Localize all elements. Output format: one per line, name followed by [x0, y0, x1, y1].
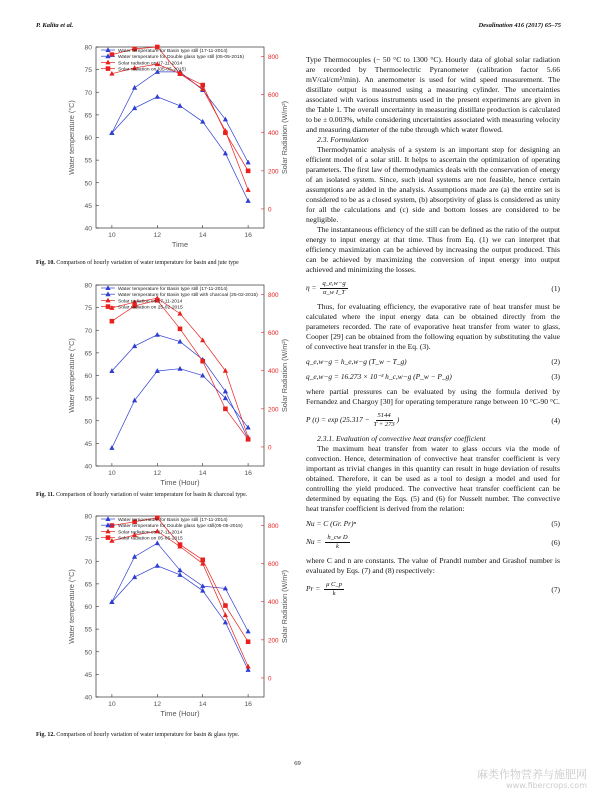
data-point — [246, 198, 251, 203]
x-tick-label: 10 — [108, 701, 116, 708]
data-point — [177, 311, 182, 316]
paragraph-efficiency: The instantaneous efficiency of the still can be defined as the ratio of the output energy to input energy at that time. Thus from Eq. (1) we can interpret that efficiency maximization can be achieved by increasing the output produced. This can be achieved by maximizing the conversion of input energy into output achieved and minimizing the losses. — [306, 225, 560, 274]
y-left-tick-label: 50 — [84, 180, 92, 188]
x-axis-label: Time (Hour) — [160, 478, 200, 487]
data-point — [132, 574, 137, 579]
legend-marker — [105, 285, 110, 290]
y-left-tick-label: 70 — [84, 558, 92, 566]
y-left-tick-label: 50 — [84, 649, 92, 657]
data-point — [246, 639, 251, 644]
eq1-number: (1) — [551, 283, 560, 293]
series-line — [112, 566, 248, 670]
y-right-tick-label: 0 — [268, 206, 272, 214]
paragraph-convective: The maximum heat transfer from water to glass occurs via the mode of convection. Hence, determination of convective heat transfer coefficient is very important as trivial changes in this quantity can result in huge deviation of results obtained. Therefore, it can be used as a tool to design a model and used for controlling the yield produced. The convective heat transfer coefficient can be determined by equating the Eqs. (5) and (6) for Nusselt number. The convective heat transfer coefficient is derived from the relation: — [306, 444, 560, 513]
eq4-constant: 25.317 − — [342, 415, 370, 425]
y-left-tick-label: 65 — [84, 112, 92, 120]
legend-label: Water temperature for Double glass type still (05-05-2015) — [118, 55, 244, 61]
chart-fig11 — [36, 278, 289, 487]
legend-label: Solar radiation on 17-11-2014 — [118, 61, 183, 67]
watermark-url: www.fibercrops.com — [506, 781, 587, 790]
figure-12-caption-text: Comparison of hourly variation of water temperature for basin & glass type. — [56, 732, 240, 738]
legend-label: Solar radiation on (05-05-2015) — [118, 67, 186, 73]
legend-label: Solar radiation on 17-11-2014 — [118, 530, 183, 536]
data-point — [200, 588, 205, 593]
legend-marker — [106, 66, 111, 71]
x-tick-label: 12 — [153, 470, 162, 477]
figure-11-caption — [36, 491, 292, 499]
x-axis-label: Time (Hour) — [160, 709, 200, 718]
data-point — [223, 603, 228, 608]
legend-marker — [105, 291, 110, 296]
x-tick-label: 14 — [198, 701, 207, 708]
eq7-numerator: μ C_p — [326, 581, 343, 588]
data-point — [178, 327, 183, 332]
figure-11-caption-text: Comparison of hourly variation of water temperature for basin & charcoal type. — [56, 492, 248, 498]
right-column — [306, 55, 560, 603]
x-tick-label: 16 — [244, 470, 252, 477]
equation-6 — [306, 534, 560, 551]
x-tick-label: 10 — [108, 470, 116, 477]
legend-label: Water temperature for Double glass type still(05-05-2015) — [118, 524, 243, 530]
eq7-number: (7) — [551, 584, 560, 594]
y-left-axis-label: Water temperature (°C) — [67, 338, 76, 413]
y-right-tick-label: 400 — [268, 599, 279, 607]
data-point — [200, 558, 205, 563]
equation-4: P (t) = exp (25.317 − $\frac{5144}{T + 273}$ ) (4) — [306, 412, 560, 428]
data-point — [132, 554, 137, 559]
y-left-tick-label: 80 — [84, 513, 92, 521]
eq4-lhs: P (t) = exp — [306, 415, 339, 425]
figure-10-caption-text: Comparison of hourly variation of water temperature for basin and jute type — [56, 260, 239, 266]
data-point — [223, 612, 228, 617]
y-left-tick-label: 60 — [84, 373, 92, 380]
eq1-lhs: η = — [306, 283, 317, 293]
chart-fig10 — [36, 40, 289, 249]
watermark-chinese: 麻类作物营养与施肥网 — [477, 768, 587, 781]
x-tick-label: 16 — [244, 232, 252, 239]
y-left-tick-label: 55 — [84, 626, 92, 634]
paragraph-evaporative: Thus, for evaluating efficiency, the evaporative rate of heat transfer must be calculated where the input energy data can be obtained directly from the parameters recorded. The rate of evaporative heat transfer from water to glass, Cooper [29] can be obtained from the following equation by substituting the value of convective heat transfer in the Eq. (3). — [306, 302, 560, 351]
data-point — [246, 160, 251, 165]
y-right-tick-label: 200 — [268, 406, 279, 414]
y-right-tick-label: 600 — [268, 561, 279, 569]
legend-label: Solar radiation on 05-05-2015 — [118, 536, 183, 542]
data-point — [223, 407, 228, 412]
series-line — [112, 335, 248, 439]
running-header-authors: P. Kalita et al. — [36, 22, 74, 29]
y-right-tick-label: 800 — [268, 54, 279, 62]
figure-10-caption — [36, 259, 292, 267]
eq7-denominator: k — [332, 590, 336, 597]
y-right-tick-label: 800 — [268, 292, 279, 300]
data-point — [246, 187, 251, 192]
eq4-fraction — [374, 412, 395, 429]
data-point — [109, 445, 114, 450]
data-point — [200, 583, 205, 588]
running-header-journal: Desalination 416 (2017) 65–75 — [478, 22, 561, 29]
equation-5 — [306, 519, 560, 529]
eq4-numerator: 5144 — [377, 412, 391, 419]
figure-12-label: Fig. 12. — [36, 732, 55, 738]
y-right-tick-label: 200 — [268, 637, 279, 645]
data-point — [132, 343, 137, 348]
y-right-tick-label: 0 — [268, 444, 272, 452]
chart-fig12 — [36, 509, 289, 718]
eq2-body: q_e,w−g = h_e,w−g (T_w − T_g) — [306, 357, 407, 366]
y-left-tick-label: 50 — [84, 418, 92, 426]
data-point — [155, 563, 160, 568]
data-point — [200, 83, 205, 88]
data-point — [246, 437, 251, 442]
x-tick-label: 12 — [153, 232, 162, 239]
figure-11-label: Fig. 11. — [36, 492, 55, 498]
data-point — [155, 94, 160, 99]
data-point — [200, 359, 205, 364]
y-left-tick-label: 55 — [84, 395, 92, 403]
legend-marker — [105, 47, 110, 52]
y-right-axis-label: Solar Radiation (W/m²) — [280, 569, 289, 644]
y-right-tick-label: 600 — [268, 92, 279, 100]
equation-3 — [306, 372, 560, 382]
x-axis-label: Time — [171, 240, 189, 249]
legend-marker — [105, 516, 110, 521]
eq6-number: (6) — [551, 537, 560, 547]
figure-12-caption — [36, 731, 292, 739]
legend-label: Solar radiation on 17-11-2014 — [118, 299, 183, 305]
y-left-tick-label: 45 — [84, 440, 92, 448]
y-left-tick-label: 40 — [84, 225, 92, 233]
eq6-fraction — [325, 534, 349, 551]
eq3-number: (3) — [551, 372, 560, 381]
y-left-tick-label: 40 — [84, 694, 92, 702]
y-left-tick-label: 75 — [84, 305, 92, 313]
legend-label: Water temperature for Basin type still (17-11-2014) — [118, 49, 228, 54]
y-left-tick-label: 70 — [84, 327, 92, 335]
eq6-denominator: k — [336, 543, 339, 550]
legend-label: Water temperature for Basin type still with charcoal (25-02-2015) — [118, 293, 258, 299]
y-left-tick-label: 40 — [84, 463, 92, 471]
series-line — [112, 543, 248, 631]
data-point — [132, 85, 137, 90]
section-heading-formulation: 2.3. Formulation — [317, 135, 369, 144]
legend-marker — [105, 60, 110, 65]
eq1-numerator: q_e,w−g — [322, 280, 346, 287]
data-point — [246, 629, 251, 634]
data-point — [177, 366, 182, 371]
equation-2 — [306, 357, 560, 367]
x-tick-label: 12 — [153, 701, 162, 708]
data-point — [246, 169, 251, 174]
x-tick-label: 10 — [108, 232, 116, 239]
figure-10-label: Fig. 10. — [36, 260, 55, 266]
eq5-body: Nu = C (Gr. Pr)ⁿ — [306, 519, 356, 528]
paragraph-formulation: Thermodynamic analysis of a system is an important step for designing an efficient model of a solar still. It helps to ascertain the optimization of operating parameters. The first law of thermodynamics deals with the conservation of energy of an isolated system. Since, such ideal systems are not feasible, hence certain assumptions are added in the analysis. Assumptions made are (a) the entire set is considered to be as a closed system, (b) absorptivity of glass is considered as unity for all the calculations and (c) side and bottom losses are considered to be negligible. — [306, 145, 560, 224]
data-point — [155, 332, 160, 337]
eq7-fraction — [324, 581, 344, 598]
data-point — [223, 130, 228, 135]
y-right-axis-label: Solar Radiation (W/m²) — [280, 338, 289, 413]
figure-11 — [36, 278, 289, 487]
y-right-tick-label: 600 — [268, 330, 279, 338]
legend-marker — [105, 298, 110, 303]
figure-10 — [36, 40, 289, 249]
y-right-tick-label: 200 — [268, 168, 279, 176]
figure-12 — [36, 509, 289, 718]
x-tick-label: 14 — [198, 470, 207, 477]
x-tick-label: 16 — [244, 701, 252, 708]
eq4-number: (4) — [551, 415, 560, 425]
y-right-tick-label: 800 — [268, 523, 279, 531]
legend-label: Water temperature for Basin type still (17-11-2014) — [118, 287, 228, 292]
data-point — [110, 319, 115, 324]
eq6-lhs: Nu = — [306, 537, 322, 547]
legend-label: Solar radiation on 25-02-2015 — [118, 305, 183, 311]
paragraph-partial-pressure: where partial pressures can be evaluated by using the formula derived by Fernandez and Chargoy [30] for operating temperature range between 10 °C-90 °C. — [306, 387, 560, 406]
eq1-denominator: α_w I_T — [323, 289, 346, 296]
data-point — [132, 105, 137, 110]
data-point — [200, 119, 205, 124]
data-point — [178, 542, 183, 547]
y-left-axis-label: Water temperature (°C) — [67, 569, 76, 644]
eq7-lhs: Pr = — [306, 584, 321, 594]
y-left-tick-label: 45 — [84, 202, 92, 210]
eq5-number: (5) — [551, 519, 560, 528]
y-left-tick-label: 80 — [84, 282, 92, 290]
x-tick-label: 14 — [198, 232, 207, 239]
y-left-tick-label: 60 — [84, 604, 92, 611]
series-line — [112, 531, 248, 666]
y-left-tick-label: 75 — [84, 67, 92, 75]
y-right-tick-label: 0 — [268, 675, 272, 683]
legend-label: Water temperature for Basin type still (17-11-2014) — [118, 518, 228, 523]
y-right-tick-label: 400 — [268, 130, 279, 138]
equation-7 — [306, 581, 560, 598]
series-line — [112, 97, 248, 201]
eq4-denominator: T + 273 — [373, 421, 395, 428]
y-left-tick-label: 65 — [84, 581, 92, 589]
y-left-tick-label: 60 — [84, 135, 92, 142]
series-line — [112, 64, 248, 190]
y-left-tick-label: 75 — [84, 536, 92, 544]
eq6-numerator: h_cw D — [327, 534, 348, 541]
series-line — [112, 72, 248, 163]
subsection-heading-convective: 2.3.1. Evaluation of convective heat transfer coefficient — [317, 434, 486, 443]
legend-marker — [106, 304, 111, 309]
y-right-axis-label: Solar Radiation (W/m²) — [280, 100, 289, 175]
eq3-body: q_e,w−g = 16.273 × 10⁻³ h_c,w−g (P_w − P_g) — [306, 372, 452, 381]
eq1-fraction — [320, 280, 347, 297]
paragraph-prandtl-grashof: where C and n are constants. The value of Prandtl number and Grashof number is evaluated by Eqs. (7) and (8) respectively: — [306, 556, 560, 575]
equation-1 — [306, 280, 560, 297]
y-left-tick-label: 55 — [84, 157, 92, 165]
paragraph-instruments: Type Thermocouples (− 50 °C to 1300 °C). Hourly data of global solar radiation are recorded by Thermoelectric Pyranometer (calibration factor 5.66 mV/cal/cm²/min). An anemometer is used for wind speed measurement. The distillate output is measured using a measuring cylinder. The uncertainties associated with various instruments used in the present experiments are given in the Table 1. The overall uncertainty in measuring distillate production is calculated to be ± 0.003%, while considering uncertainties associated with measuring velocity and measuring diameter of the tube through which water flowed. — [306, 55, 560, 134]
y-left-tick-label: 65 — [84, 350, 92, 358]
y-left-tick-label: 70 — [84, 89, 92, 97]
page-number: 69 — [294, 760, 301, 767]
eq2-number: (2) — [551, 357, 560, 366]
y-left-tick-label: 45 — [84, 671, 92, 679]
y-left-tick-label: 80 — [84, 44, 92, 52]
legend-marker — [106, 535, 111, 540]
y-right-tick-label: 400 — [268, 368, 279, 376]
y-left-axis-label: Water temperature (°C) — [67, 100, 76, 175]
legend-marker — [105, 529, 110, 534]
